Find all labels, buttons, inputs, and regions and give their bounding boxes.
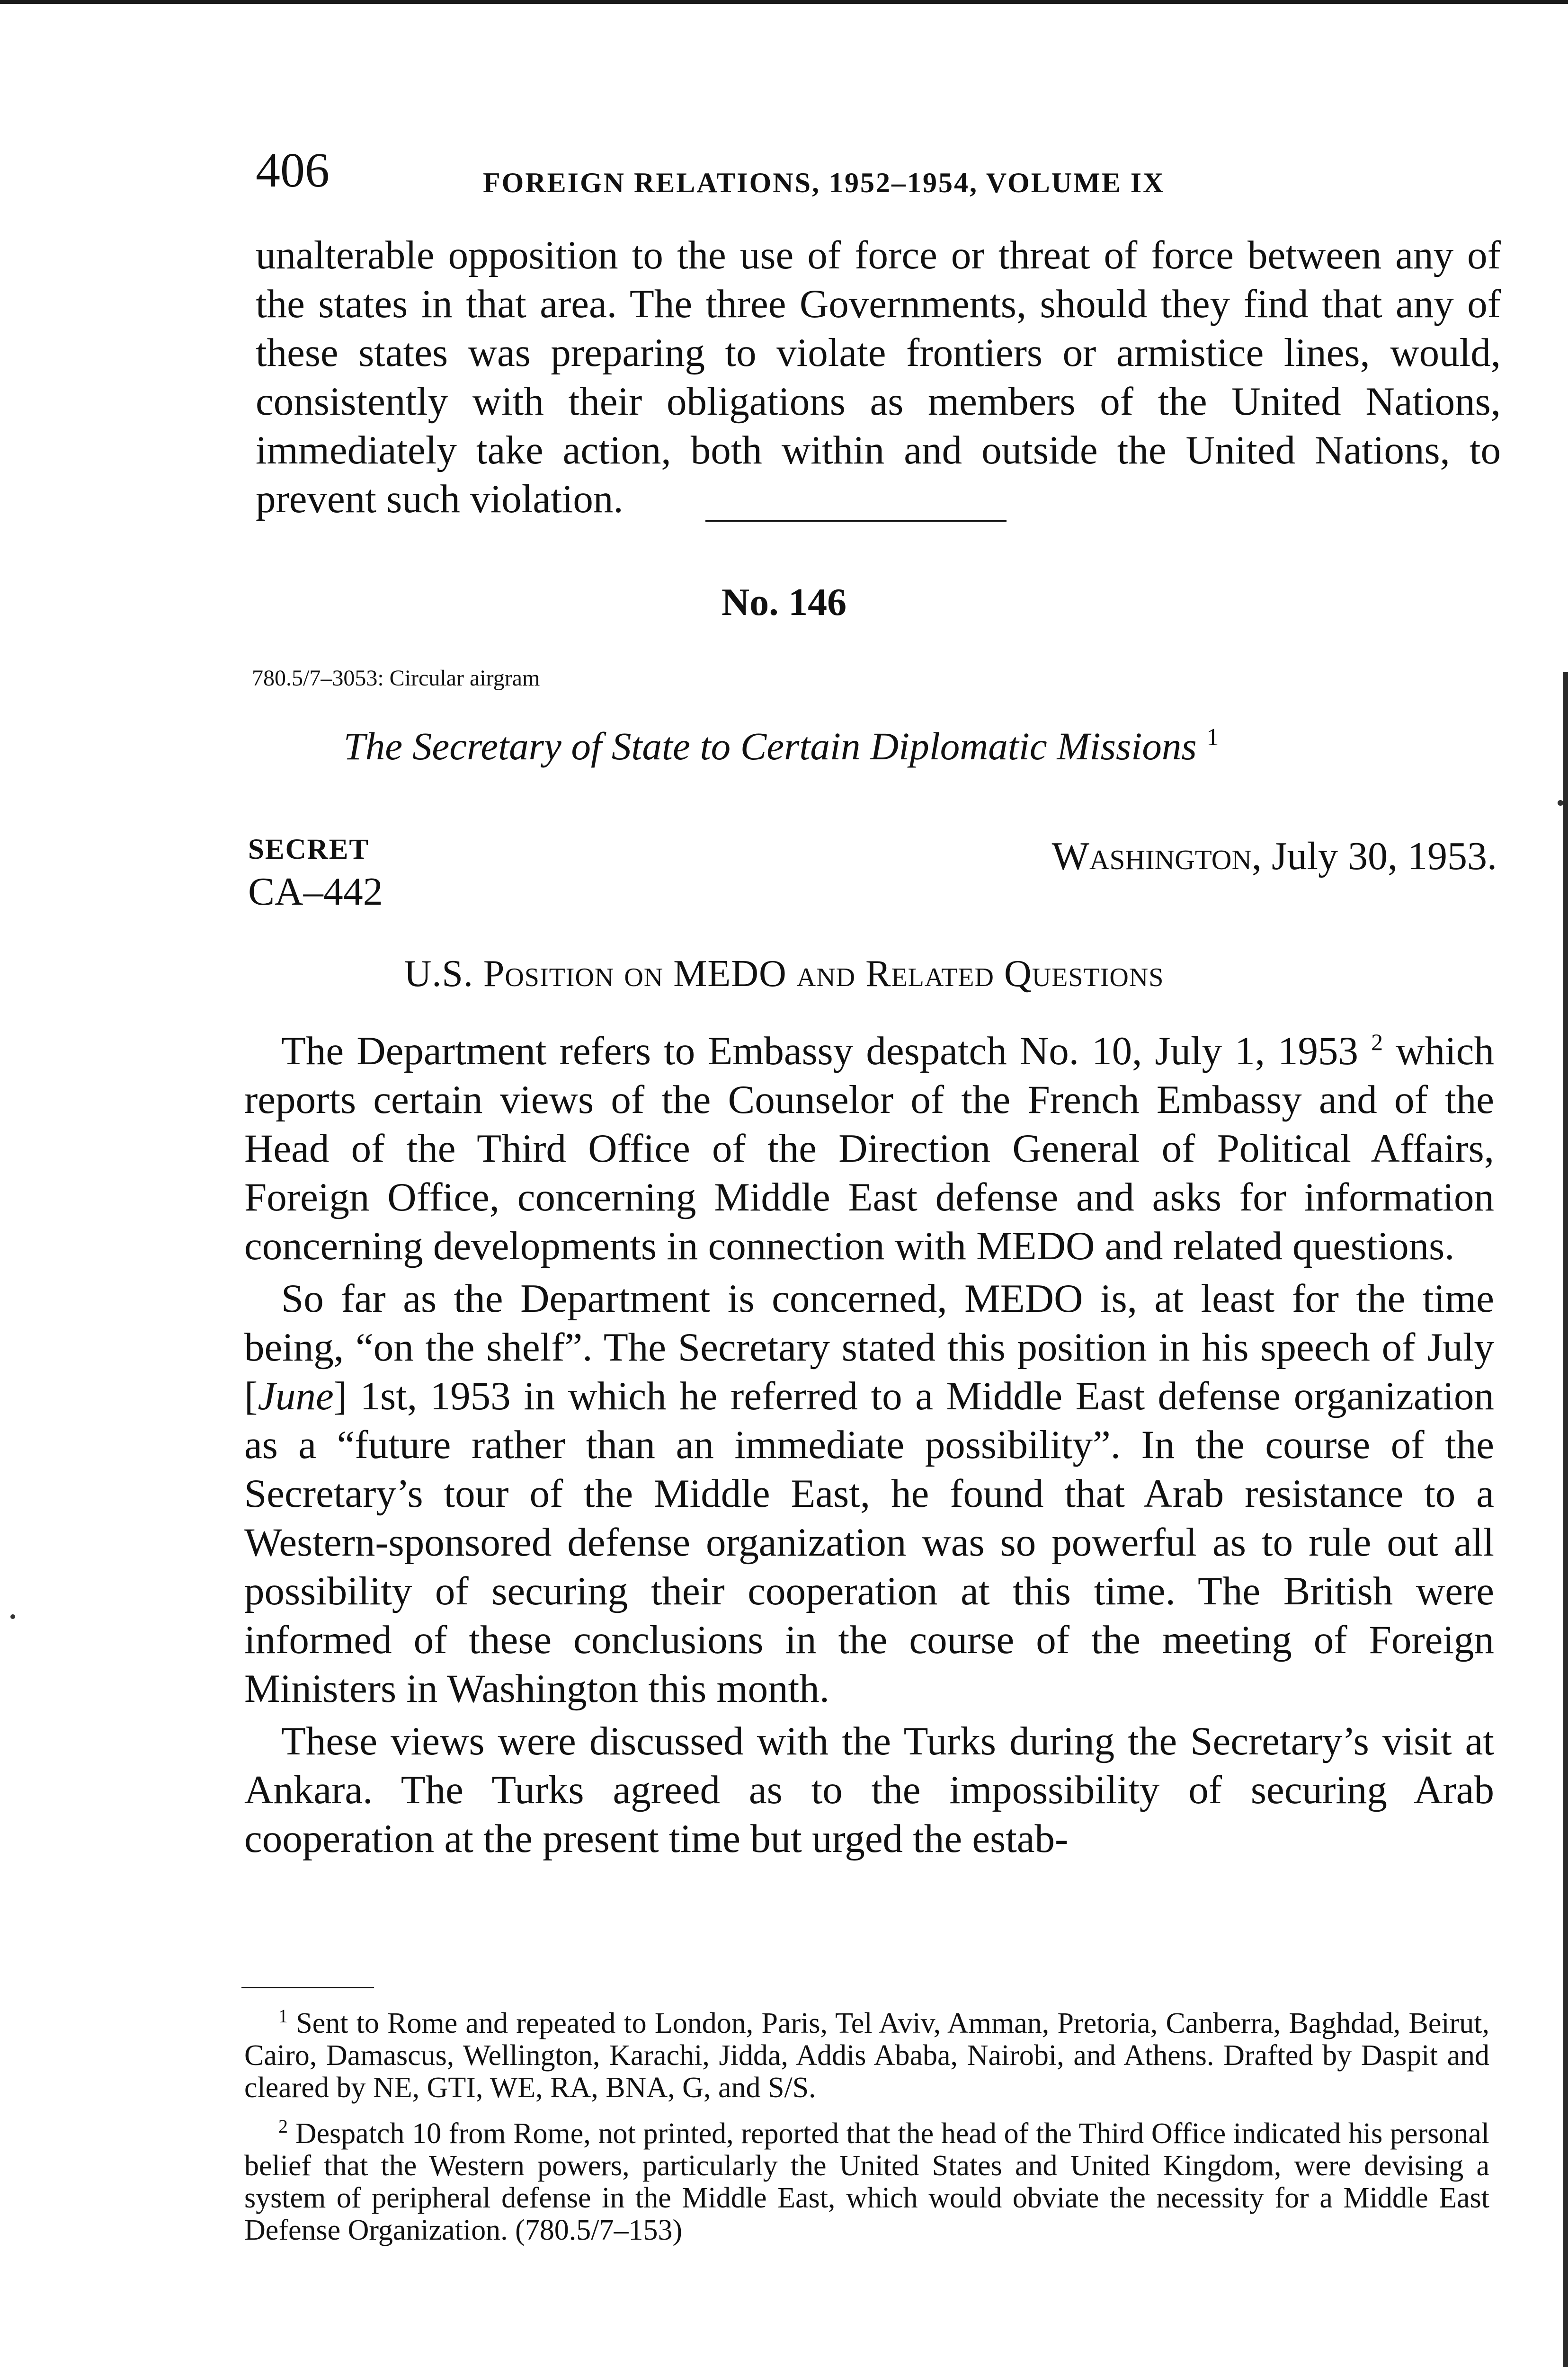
footnote-2 <box>244 2110 1489 2246</box>
footnote-text: Despatch 10 from Rome, not printed, reported that the head of the Third Office indicated his personal belief that the Western powers, particularly the United States and United Kingdom, were devising a system of peripheral defense in the Middle East, which would obviate the necessity for a Middle East Defense Organization. (780.5/7–153) <box>244 2118 1489 2246</box>
paragraph-3: These views were discussed with the Turks during the Secretary’s visit at Ankara. The Turks agreed as to the impossibility of securing Arab cooperation at the present time but urged the estab- <box>244 1719 1494 1861</box>
page-number: 406 <box>256 143 330 197</box>
main-body <box>244 1018 1494 1867</box>
document-number: No. 146 <box>721 580 847 623</box>
paragraph-2 <box>244 1274 1494 1713</box>
footnote-ref-2: 2 <box>1371 1029 1383 1055</box>
dateline-date: July 30, 1953. <box>1271 834 1497 878</box>
scan-border-top <box>0 0 1568 4</box>
paragraph-2-text-a: So far as the Department is concerned, MEDO is, at least for the time being, “on the shelf”. The Secretary stated this position in his speech of July [ <box>244 1276 1494 1418</box>
paragraph-1 <box>244 1018 1494 1271</box>
document-title-text: The Secretary of State to Certain Diplomatic Missions <box>343 724 1197 768</box>
footnote-divider <box>241 1987 374 1988</box>
continuation-paragraph: unalterable opposition to the use of force or threat of force between any of the states in that area. The three Governments, should they find that any of these states was preparing to violate frontiers or armistice lines, would, consistently with their obligations as members of the United Nations, immediately take action, both within and outside the United Nations, to prevent such violation. <box>256 233 1501 521</box>
paragraph-2-text-b: ] 1st, 1953 in which he referred to a Middle East defense organization as a “future rather than an immediate possibility”. In the course of the Secretary’s tour of the Middle East, he found that Arab resistance to a Western-sponsored defense organization was so powerful as to rule out all possibility of securing their cooperation at this time. The British were informed of these conclusions in the course of the meeting of Foreign Ministers in Washington this month. <box>244 1374 1494 1711</box>
scan-speck <box>1558 800 1563 806</box>
dateline <box>1052 833 1497 879</box>
scan-border-right <box>1563 672 1568 2367</box>
footnote-text: Sent to Rome and repeated to London, Paris, Tel Aviv, Amman, Pretoria, Canberra, Baghdad, Beirut, Cairo, Damascus, Wellington, Karachi, Jidda, Addis Ababa, Nairobi, and Athens. Drafted by Daspit and cleared by NE, GTI, WE, RA, BNA, G, and S/S. <box>244 2007 1489 2104</box>
footnote-1 <box>244 2000 1489 2104</box>
running-head: FOREIGN RELATIONS, 1952–1954, VOLUME IX <box>483 167 1165 198</box>
footnote-marker: 2 <box>278 2116 288 2137</box>
page-header <box>256 142 1506 204</box>
classification-label: SECRET <box>248 834 370 865</box>
section-divider <box>705 520 1007 522</box>
document-title <box>0 723 1562 769</box>
subject-heading: U.S. Position on MEDO and Related Questions <box>404 953 1164 995</box>
ca-number: CA–442 <box>248 870 383 914</box>
footnotes <box>244 2000 1489 2253</box>
file-reference: 780.5/7–3053: Circular airgram <box>252 666 540 691</box>
paragraph-1-text-a: The Department refers to Embassy despatch No. 10, July 1, 1953 <box>281 1029 1359 1073</box>
paragraph-1-text-b: which reports certain views of the Counselor of the French Embassy and of the Head of the Third Office of the Direction General of Political Affairs, Foreign Office, concerning Middle East defense and asks for information concerning developments in connection with MEDO and related questions. <box>244 1029 1494 1268</box>
scan-speck <box>10 1614 15 1619</box>
dateline-place: Washington, <box>1051 834 1262 878</box>
footnote-marker: 1 <box>278 2005 288 2027</box>
footnote-ref-1: 1 <box>1206 724 1219 751</box>
paragraph-2-italic: June <box>258 1374 334 1418</box>
continuation-section <box>256 231 1501 524</box>
